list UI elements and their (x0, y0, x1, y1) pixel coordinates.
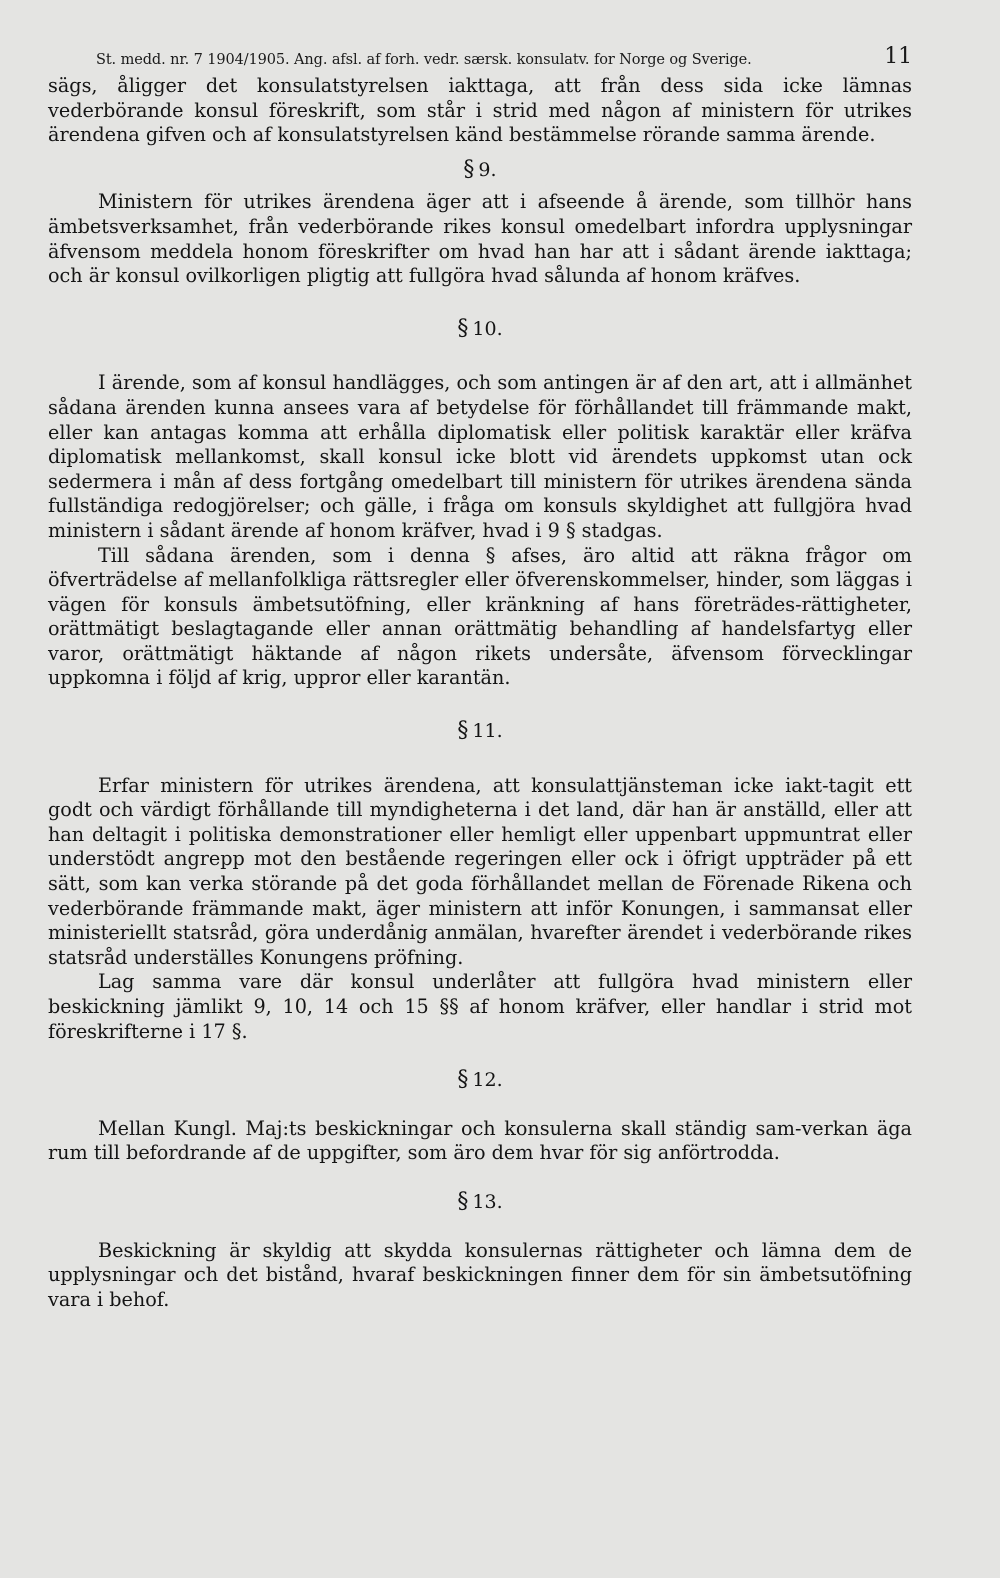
section-sign-icon: § (457, 1188, 469, 1214)
section-heading-13 (48, 1190, 912, 1215)
section-number: 11. (472, 720, 503, 743)
page-number: 11 (884, 44, 912, 69)
section-sign-icon: § (457, 1067, 469, 1093)
section-sign-icon: § (457, 315, 469, 341)
section-heading-9 (48, 158, 912, 183)
document-body (48, 74, 912, 1312)
paragraph-section-13: Beskickning är skyldig att skydda konsulernas rättigheter och lämna dem de upplysningar och det bistånd, hvaraf beskickningen finner dem för sin ämbetsutöfning vara i behof. (48, 1238, 912, 1311)
paragraph-section-12: Mellan Kungl. Maj:ts beskickningar och konsulerna skall ständig sam-verkan äga rum till befordrande af de uppgifter, som äro dem hvar för sig anförtrodda. (48, 1116, 912, 1165)
section-heading-12 (48, 1068, 912, 1093)
paragraph-section-10-a: I ärende, som af konsul handlägges, och som antingen är af den art, att i allmänhet sådana ärenden kunna ansees vara af betydelse för förhållandet till främmande makt, eller kan antagas komma att erhålla diplomatisk eller politisk karaktär eller kräfva diplomatisk mellankomst, skall konsul icke blott vid ärendets uppkomst utan ock sedermera i mån af dess fortgång omedelbart till ministern för utrikes ärendena sända fullständiga redogjörelser; och gälle, i fråga om konsuls skyldighet att fullgjöra hvad ministern i sådant ärende af honom kräfver, hvad i 9 § stadgas. (48, 371, 912, 542)
paragraph-section-11-b: Lag samma vare där konsul underlåter att fullgöra hvad ministern eller beskickning jämlikt 9, 10, 14 och 15 §§ af honom kräfver, eller handlar i strid mot föreskrifterne i 17 §. (48, 970, 912, 1043)
section-sign-icon: § (463, 156, 475, 182)
section-number: 9. (478, 158, 497, 181)
section-heading-10 (48, 317, 912, 342)
paragraph-section-9: Ministern för utrikes ärendena äger att i afseende å ärende, som tillhör hans ämbetsverksamhet, från vederbörande rikes konsul omedelbart infordra upplysningar äfvensom meddela honom föreskrifter om hvad han har att i sådant ärende iakttaga; och är konsul ovilkorligen pligtig att fullgöra hvad sålunda af honom kräfves. (48, 190, 912, 288)
section-heading-11 (48, 719, 912, 744)
running-head-text: St. medd. nr. 7 1904/1905. Ang. afsl. af forh. vedr. særsk. konsulatv. for Norge og Sverige. (96, 52, 752, 68)
section-sign-icon: § (457, 718, 469, 744)
section-number: 12. (472, 1069, 503, 1092)
paragraph-intro: sägs, åligger det konsulatstyrelsen iakttaga, att från dess sida icke lämnas vederbörande konsul föreskrift, som står i strid med någon af ministern för utrikes ärendena gifven och af konsulatstyrelsen känd bestämmelse rörande samma ärende. (48, 74, 912, 147)
running-header (48, 40, 912, 74)
section-number: 13. (472, 1190, 503, 1213)
section-number: 10. (472, 317, 503, 340)
paragraph-section-11-a: Erfar ministern för utrikes ärendena, att konsulattjänsteman icke iakt-tagit ett godt och värdigt förhållande till myndigheterna i det land, där han är anställd, eller att han deltagit i politiska demonstrationer eller hemligt eller uppenbart uppmuntrat eller understödt angrepp mot den bestående regeringen eller ock i öfrigt uppträder på ett sätt, som kan verka störande på det goda förhållandet mellan de Förenade Rikena och vederbörande främmande makt, äger ministern att inför Konungen, i sammansat eller ministeriellt statsråd, göra underdånig anmälan, hvarefter ärendet i vederbörande rikes statsråd underställes Konungens pröfning. (48, 773, 912, 969)
paragraph-section-10-b: Till sådana ärenden, som i denna § afses, äro altid att räkna frågor om öfverträdelse af mellanfolkliga rättsregler eller öfverenskommelser, hinder, som läggas i vägen för konsuls ämbetsutöfning, eller kränkning af hans företrädes-rättigheter, orättmätigt beslagtagande eller annan orättmätig behandling af handelsfartyg eller varor, orättmätigt häktande af någon rikets undersåte, äfvensom förvecklingar uppkomna i följd af krig, uppror eller karantän. (48, 543, 912, 690)
